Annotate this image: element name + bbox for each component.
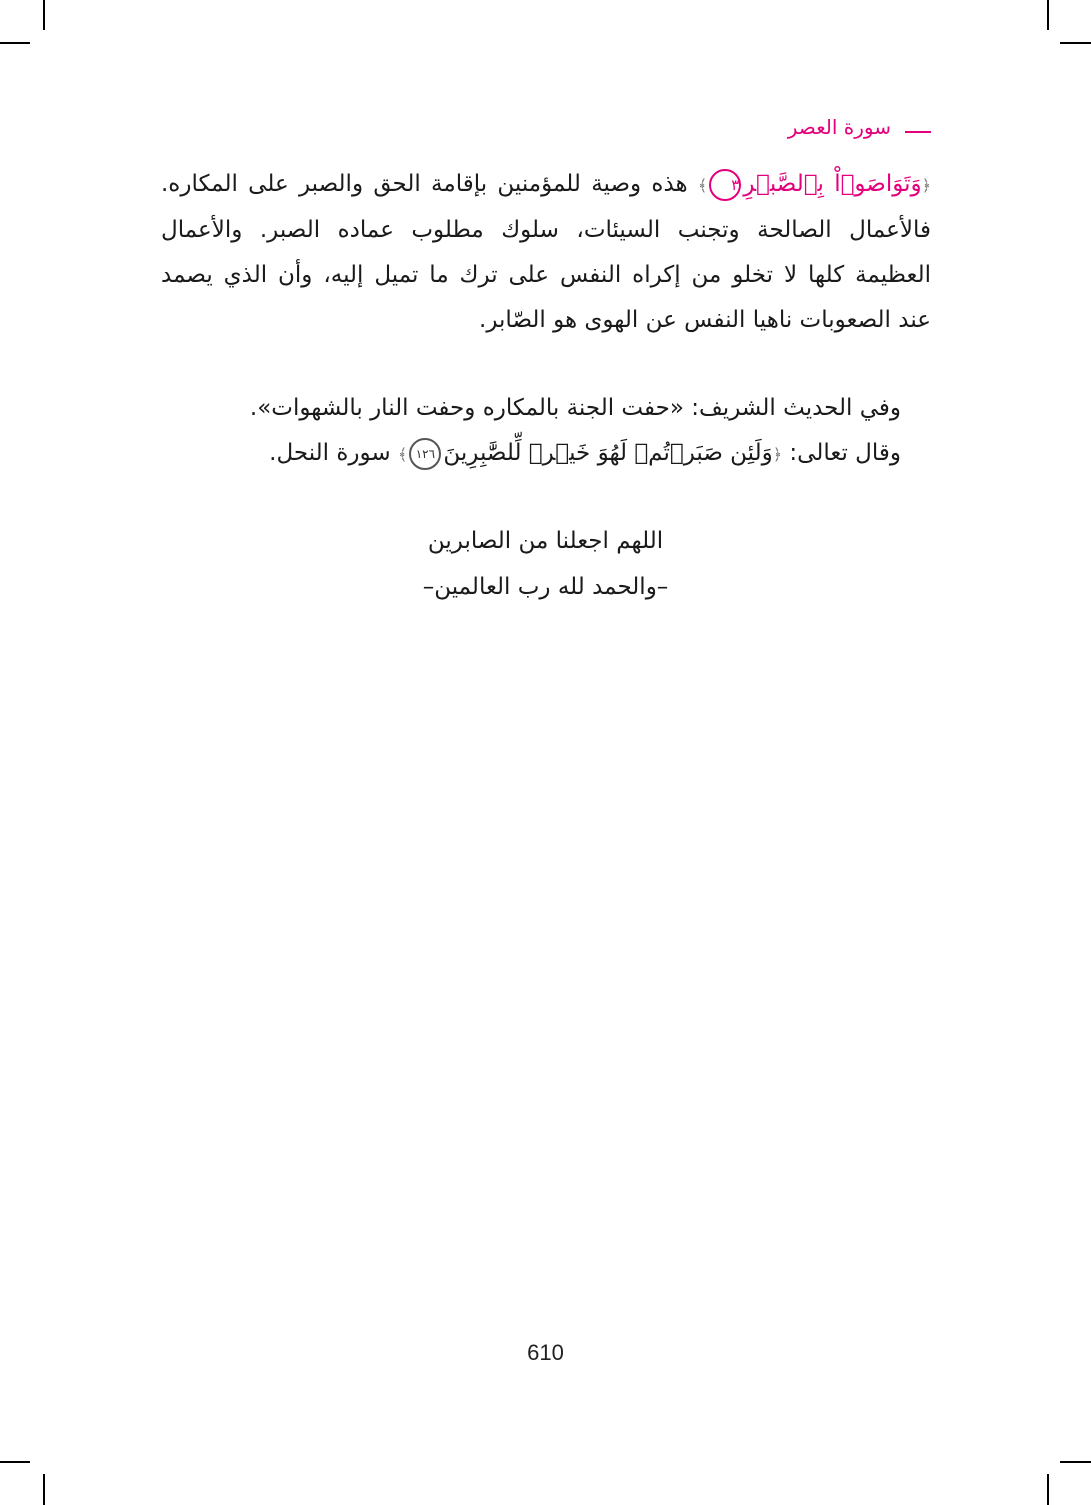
ayah-number-badge: ٣ [709,169,741,201]
crop-mark [1060,42,1091,44]
crop-mark [1047,0,1049,30]
closing-line-2: –والحمد لله رب العالمين– [422,574,669,600]
quran-quote-line [181,431,901,477]
closing-supplication [0,518,1091,610]
paragraph-line-1 [161,162,931,208]
ayah-number-badge: ١٢٦ [409,438,441,470]
crop-mark [1060,1461,1091,1463]
verse-ornament-open: ﴿ [921,176,931,195]
crop-mark [0,1461,30,1463]
crop-mark [1047,1474,1049,1505]
verse-ornament-close: ﴾ [398,445,408,464]
surah-title: سورة العصر [787,115,891,139]
hadith-line: وفي الحديث الشريف: «حفت الجنة بالمكاره وحفت النار بالشهوات». [249,395,901,421]
paragraph-line-4: عند الصعوبات ناهيا النفس عن الهوى هو الصّابر. [479,307,931,333]
verse-text: وَتَوَاصَوۡاْ بِٱلصَّبۡرِ [743,171,922,197]
closing-line-1: اللهم اجعلنا من الصابرين [427,528,664,554]
quote-source: سورة النحل. [269,440,391,466]
quote-verse-text: وَلَئِن صَبَرۡتُمۡ لَهُوَ خَيۡرٞ لِّلصَّٰبِرِينَ [443,440,773,466]
quote-intro: وقال تعالى: [789,440,901,466]
crop-mark [43,1474,45,1505]
header-rule [905,131,931,133]
verse-ornament-open: ﴿ [772,445,783,464]
quotes-section [181,386,901,477]
page-header [631,112,931,142]
crop-mark [0,42,30,44]
paragraph-line-3: العظيمة كلها لا تخلو من إكراه النفس على ترك ما تميل إليه، وأن الذي يصمد [161,262,931,288]
paragraph-line-2: فالأعمال الصالحة وتجنب السيئات، سلوك مطلوب عماده الصبر. والأعمال [161,217,931,243]
page-number: 610 [527,1340,564,1365]
paragraph-text: هذه وصية للمؤمنين بإقامة الحق والصبر على المكاره. [161,171,688,197]
explanation-paragraph [161,162,931,343]
crop-mark [43,0,45,30]
verse-ornament-close: ﴾ [697,176,708,195]
